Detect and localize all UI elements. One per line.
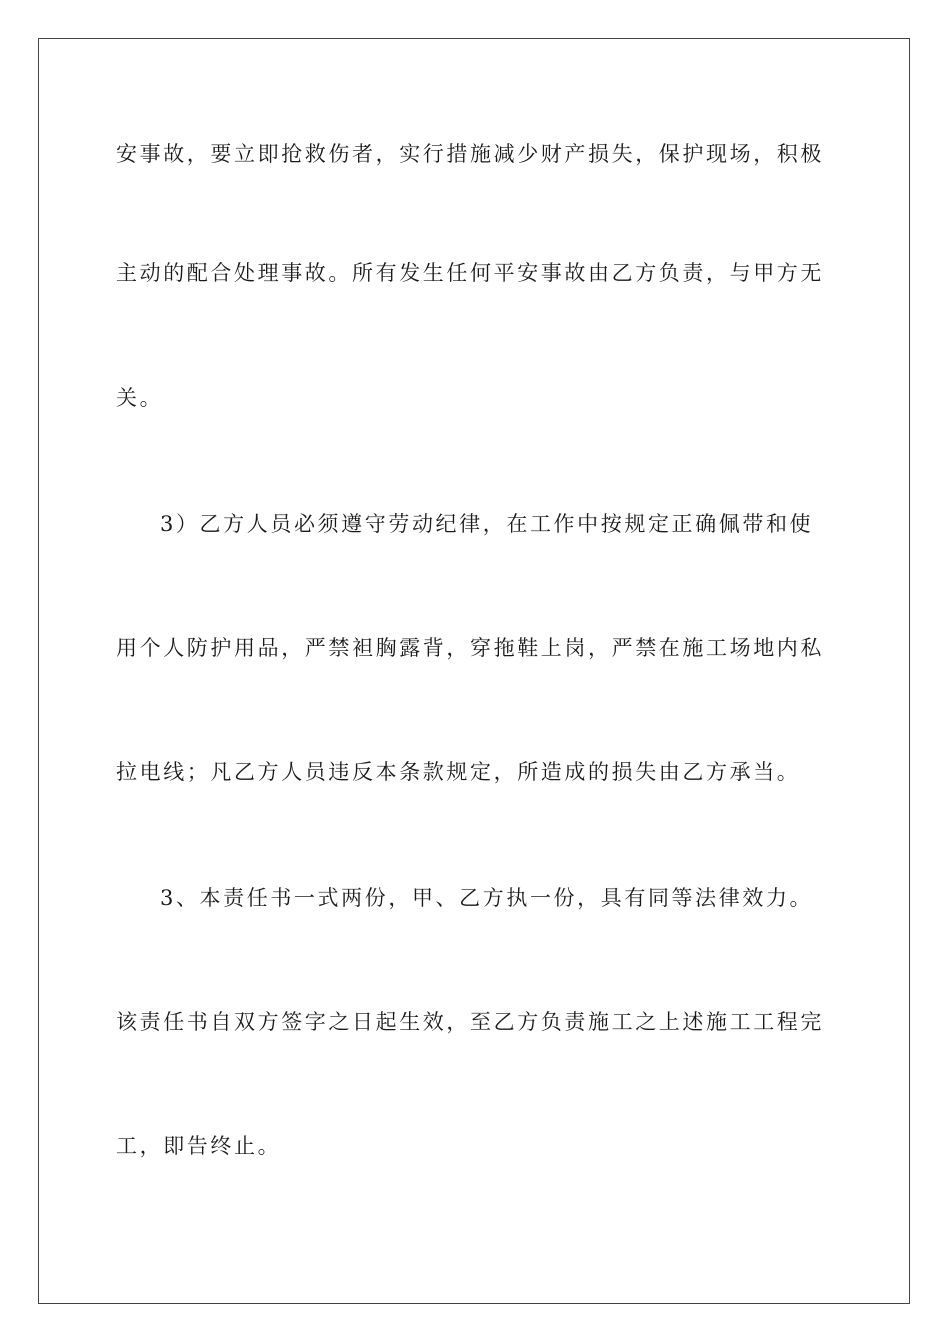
body-text-line: 工，即告终止。 [116, 1134, 282, 1158]
body-text-line: 用个人防护用品，严禁袒胸露背，穿拖鞋上岗，严禁在施工场地内私 [116, 636, 824, 660]
page-border [38, 38, 910, 1304]
body-text-line: 该责任书自双方签字之日起生效，至乙方负责施工之上述施工工程完 [116, 1010, 824, 1034]
body-text-line: 拉电线；凡乙方人员违反本条款规定，所造成的损失由乙方承当。 [116, 760, 801, 784]
body-text-line: 主动的配合处理事故。所有发生任何平安事故由乙方负责，与甲方无 [116, 261, 824, 285]
clause-3-paragraph-start: 3）乙方人员必须遵守劳动纪律，在工作中按规定正确佩带和使 [160, 512, 814, 536]
section-3-paragraph-start: 3、本责任书一式两份，甲、乙方执一份，具有同等法律效力。 [160, 886, 814, 910]
body-text-line: 关。 [116, 386, 164, 410]
body-text-line: 安事故，要立即抢救伤者，实行措施减少财产损失，保护现场，积极 [116, 142, 824, 166]
